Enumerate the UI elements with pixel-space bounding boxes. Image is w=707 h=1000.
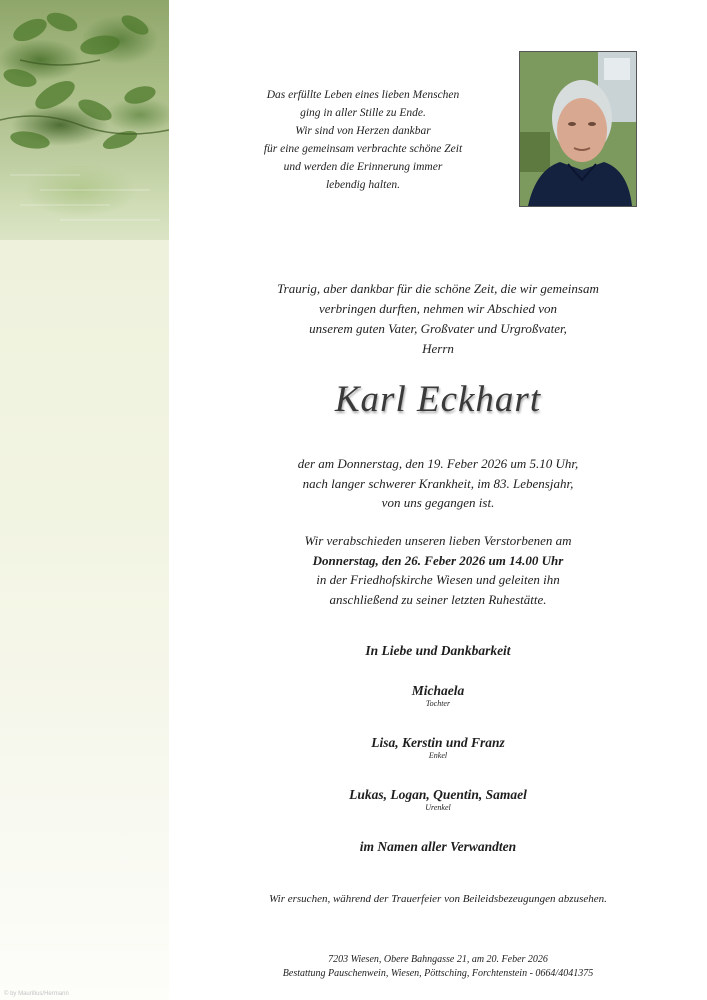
poem-line: Wir sind von Herzen dankbar xyxy=(295,125,431,137)
mourners-heading: In Liebe und Dankbarkeit xyxy=(365,643,511,658)
intro-line: Herrn xyxy=(422,341,454,356)
condolence-request: Wir ersuchen, während der Trauerfeier von Beileidsbezeugungen abzusehen. xyxy=(269,893,607,905)
mourner-names: Lisa, Kerstin und Franz xyxy=(371,735,505,750)
death-notice xyxy=(169,454,707,513)
foliage-water-image xyxy=(0,0,169,240)
death-line: nach langer schwerer Krankheit, im 83. Lebensjahr, xyxy=(302,475,574,491)
poem-line: ging in aller Stille zu Ende. xyxy=(300,107,426,119)
memorial-poem xyxy=(222,86,504,194)
portrait-photo xyxy=(520,52,636,206)
funeral-date: Donnerstag, den 26. Feber 2026 um 14.00 Uhr xyxy=(312,552,564,568)
intro-line: unserem guten Vater, Großvater und Urgroßvater, xyxy=(309,321,567,336)
deceased-portrait xyxy=(519,51,637,207)
death-line: der am Donnerstag, den 19. Feber 2026 um 5.10 Uhr, xyxy=(297,456,579,471)
mourner-relation: Enkel xyxy=(428,751,448,760)
intro-text xyxy=(169,279,707,359)
funeral-line: anschließend zu seiner letzten Ruhestätte. xyxy=(329,591,547,607)
intro-line: Traurig, aber dankbar für die schöne Zeit, die wir gemeinsam xyxy=(277,281,599,296)
deceased-name: Karl Eckhart xyxy=(334,379,542,420)
image-copyright: © by Mauritius/Hermann xyxy=(4,991,69,997)
footer-undertaker: Bestattung Pauschenwein, Wiesen, Pöttsching, Forchtenstein - 0664/4041375 xyxy=(282,968,594,979)
poem-line: und werden die Erinnerung immer xyxy=(283,161,443,173)
decorative-side-strip xyxy=(0,0,169,1000)
mourner-names: Michaela xyxy=(411,683,465,698)
footer-address: 7203 Wiesen, Obere Bahngasse 21, am 20. Feber 2026 xyxy=(328,954,548,965)
mourner-group xyxy=(169,787,707,812)
mourner-names: Lukas, Logan, Quentin, Samael xyxy=(349,787,527,802)
mourner-group xyxy=(169,735,707,760)
poem-line: Das erfüllte Leben eines lieben Menschen xyxy=(266,89,460,101)
foliage-illustration xyxy=(0,0,169,240)
death-line: von uns gegangen ist. xyxy=(381,495,495,510)
mourner-group xyxy=(169,683,707,708)
poem-line: lebendig halten. xyxy=(325,179,401,191)
funeral-line: in der Friedhofskirche Wiesen und geleiten ihn xyxy=(316,572,560,587)
poem-line: für eine gemeinsam verbrachte schöne Zeit xyxy=(263,143,463,155)
funeral-info xyxy=(169,531,707,609)
side-strip-fade xyxy=(0,240,169,1000)
mourner-relation: Tochter xyxy=(425,699,451,708)
funeral-line: Wir verabschieden unseren lieben Verstorbenen am xyxy=(304,533,572,548)
footer xyxy=(169,953,707,981)
intro-line: verbringen durften, nehmen wir Abschied von xyxy=(318,301,558,316)
mourners-closing: im Namen aller Verwandten xyxy=(359,839,517,854)
mourner-relation: Urenkel xyxy=(425,803,451,812)
